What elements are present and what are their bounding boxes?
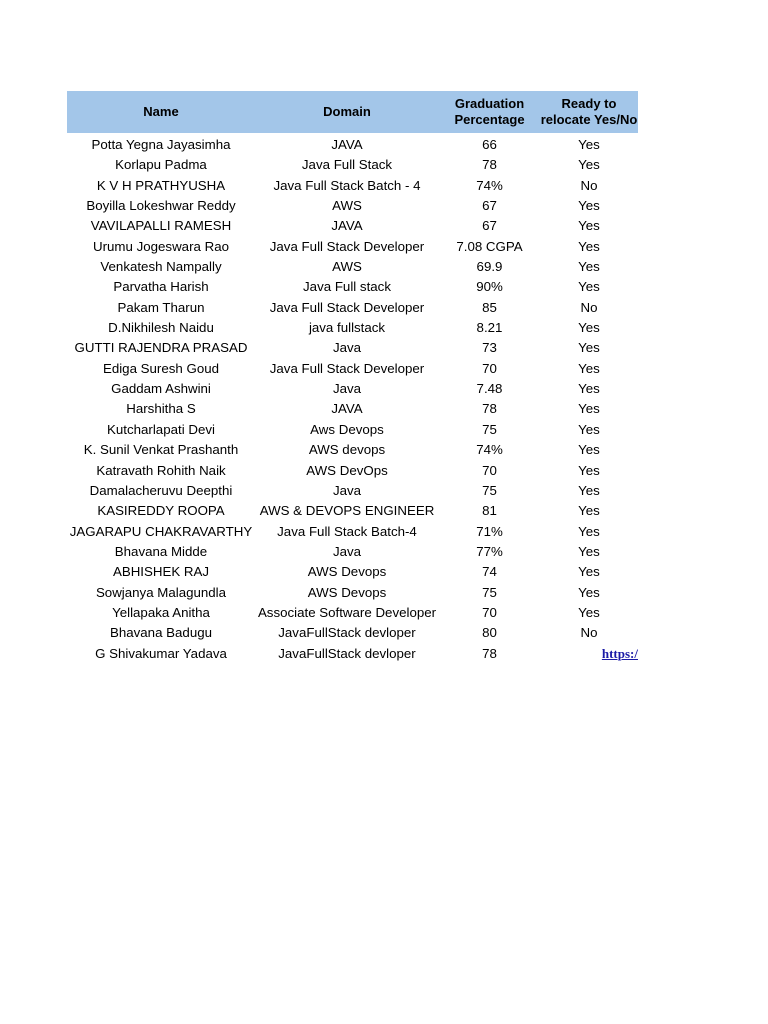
cell-graduation: 74% <box>476 177 503 193</box>
cell-name: Harshitha S <box>126 401 196 417</box>
cell-graduation: 73 <box>482 340 497 356</box>
cell-relocate: Yes <box>578 503 600 519</box>
resume-link[interactable]: https:/ <box>601 645 638 661</box>
cell-domain: Java Full Stack Batch-4 <box>277 523 417 539</box>
cell-name: D.Nikhilesh Naidu <box>108 320 214 336</box>
cell-domain: AWS Devops <box>307 564 387 580</box>
cell-name: Yellapaka Anitha <box>112 604 210 620</box>
cell-relocate: Yes <box>578 279 600 295</box>
cell-relocate: No <box>580 299 598 315</box>
cell-name: Potta Yegna Jayasimha <box>91 137 231 152</box>
cell-domain: AWS DevOps <box>306 462 388 478</box>
cell-graduation: 75 <box>482 421 497 437</box>
table-row <box>67 155 638 175</box>
cell-name: G Shivakumar Yadava <box>95 645 227 661</box>
cell-relocate: Yes <box>578 381 600 397</box>
cell-relocate: Yes <box>578 604 600 620</box>
table-row <box>67 399 638 419</box>
cell-graduation: 66 <box>482 137 497 152</box>
cell-name: KASIREDDY ROOPA <box>97 503 225 519</box>
cell-name: Ediga Suresh Goud <box>102 360 220 376</box>
table-row <box>67 542 638 562</box>
table-row <box>67 461 638 481</box>
cell-relocate: Yes <box>578 238 600 254</box>
table-row <box>67 298 638 318</box>
cell-relocate: No <box>580 177 598 193</box>
table-row <box>67 359 638 379</box>
cell-graduation: 78 <box>482 645 497 661</box>
cell-domain: Java Full Stack Developer <box>269 360 425 376</box>
cell-domain: JAVA <box>331 137 363 152</box>
cell-relocate: Yes <box>578 543 600 559</box>
cell-domain: JAVA <box>331 401 363 417</box>
cell-domain: AWS <box>332 198 362 214</box>
cell-relocate: Yes <box>578 401 600 417</box>
table-row <box>67 522 638 542</box>
cell-name: Korlapu Padma <box>115 157 207 173</box>
table-row <box>67 623 638 643</box>
table-row <box>67 196 638 216</box>
cell-name: Kutcharlapati Devi <box>107 421 215 437</box>
table-row <box>67 237 638 257</box>
cell-domain: AWS & DEVOPS ENGINEER <box>259 503 435 519</box>
cell-name: Sowjanya Malagundla <box>95 584 227 600</box>
cell-domain: AWS Devops <box>307 584 387 600</box>
cell-domain: AWS <box>332 259 362 275</box>
cell-domain: JAVA <box>331 218 363 234</box>
cell-graduation: 74 <box>482 564 497 580</box>
cell-graduation: 77% <box>476 543 503 559</box>
table-row <box>67 379 638 399</box>
cell-domain: Java Full stack <box>303 279 391 295</box>
cell-relocate: Yes <box>578 320 600 336</box>
cell-domain: Aws Devops <box>310 421 384 437</box>
cell-domain: JavaFullStack devloper <box>278 625 416 641</box>
cell-relocate: Yes <box>578 482 600 498</box>
cell-domain: java fullstack <box>308 320 386 336</box>
cell-graduation: 90% <box>476 279 503 295</box>
cell-graduation: 81 <box>482 503 497 519</box>
cell-name: K. Sunil Venkat Prashanth <box>83 442 239 458</box>
cell-relocate: Yes <box>578 584 600 600</box>
table-row <box>67 338 638 358</box>
cell-relocate: Yes <box>578 198 600 214</box>
cell-name: VAVILAPALLI RAMESH <box>90 218 232 234</box>
cell-graduation: 85 <box>482 299 497 315</box>
cell-name: Parvatha Harish <box>113 279 209 295</box>
cell-graduation: 70 <box>482 462 497 478</box>
cell-name: JAGARAPU CHAKRAVARTHY <box>69 523 253 539</box>
cell-domain: JavaFullStack devloper <box>278 645 416 661</box>
cell-name: Gaddam Ashwini <box>111 381 211 397</box>
table-row <box>67 440 638 460</box>
table-row <box>67 420 638 440</box>
cell-relocate: Yes <box>578 137 600 152</box>
cell-domain: AWS devops <box>308 442 386 458</box>
cell-graduation: 67 <box>482 218 497 234</box>
cell-relocate: Yes <box>578 157 600 173</box>
cell-graduation: 78 <box>482 401 497 417</box>
table-row <box>67 583 638 603</box>
cell-name: Boyilla Lokeshwar Reddy <box>86 198 236 214</box>
cell-graduation: 67 <box>482 198 497 214</box>
cell-graduation: 74% <box>476 442 503 458</box>
cell-domain: Java <box>332 381 362 397</box>
cell-relocate: Yes <box>578 421 600 437</box>
cell-domain: Java <box>332 482 362 498</box>
cell-name: Damalacheruvu Deepthi <box>89 482 233 498</box>
cell-relocate: Yes <box>578 340 600 356</box>
cell-graduation: 8.21 <box>476 320 503 336</box>
cell-relocate: Yes <box>578 360 600 376</box>
cell-name: GUTTI RAJENDRA PRASAD <box>74 340 248 356</box>
table-row <box>67 176 638 196</box>
table-row <box>67 481 638 501</box>
cell-domain: Java Full Stack Developer <box>269 238 425 254</box>
header-ready-to-relocate: Ready to relocate Yes/No <box>540 96 638 127</box>
cell-relocate: Yes <box>578 218 600 234</box>
cell-relocate: No <box>580 625 598 641</box>
table-row <box>67 644 638 664</box>
cell-graduation: 78 <box>482 157 497 173</box>
cell-relocate: Yes <box>578 523 600 539</box>
cell-name: Urumu Jogeswara Rao <box>93 238 229 254</box>
cell-graduation: 7.48 <box>476 381 503 397</box>
table-row <box>67 135 638 155</box>
cell-name: Bhavana Badugu <box>109 625 213 641</box>
cell-graduation: 75 <box>482 584 497 600</box>
table-body <box>67 133 638 664</box>
table-row <box>67 562 638 582</box>
cell-name: Venkatesh Nampally <box>100 259 222 275</box>
cell-relocate: Yes <box>578 259 600 275</box>
cell-name: ABHISHEK RAJ <box>112 564 210 580</box>
header-name: Name <box>143 104 179 119</box>
cell-graduation: 69.9 <box>476 259 503 275</box>
table-row <box>67 257 638 277</box>
cell-domain: Java <box>332 543 362 559</box>
cell-name: K V H PRATHYUSHA <box>96 177 226 193</box>
table-row <box>67 603 638 623</box>
table-row <box>67 318 638 338</box>
cell-graduation: 75 <box>482 482 497 498</box>
cell-name: Bhavana Midde <box>114 543 208 559</box>
spreadsheet-table <box>67 91 638 664</box>
header-graduation-percentage: Graduation Percentage <box>454 96 525 127</box>
cell-relocate: Yes <box>578 564 600 580</box>
cell-graduation: 70 <box>482 360 497 376</box>
cell-graduation: 70 <box>482 604 497 620</box>
table-row <box>67 216 638 236</box>
cell-relocate: Yes <box>578 442 600 458</box>
header-row <box>67 91 638 133</box>
cell-graduation: 71% <box>476 523 503 539</box>
cell-name: Katravath Rohith Naik <box>96 462 226 478</box>
cell-name: Pakam Tharun <box>117 299 205 315</box>
cell-domain: Java Full Stack Developer <box>269 299 425 315</box>
cell-relocate: Yes <box>578 462 600 478</box>
cell-graduation: 7.08 CGPA <box>456 238 523 254</box>
cell-domain: Java Full Stack <box>301 157 393 173</box>
cell-domain: Associate Software Developer <box>257 604 437 620</box>
table-row <box>67 501 638 521</box>
cell-graduation: 80 <box>482 625 497 641</box>
cell-domain: Java <box>332 340 362 356</box>
table-row <box>67 277 638 297</box>
header-domain: Domain <box>323 104 371 119</box>
cell-domain: Java Full Stack Batch - 4 <box>273 177 421 193</box>
